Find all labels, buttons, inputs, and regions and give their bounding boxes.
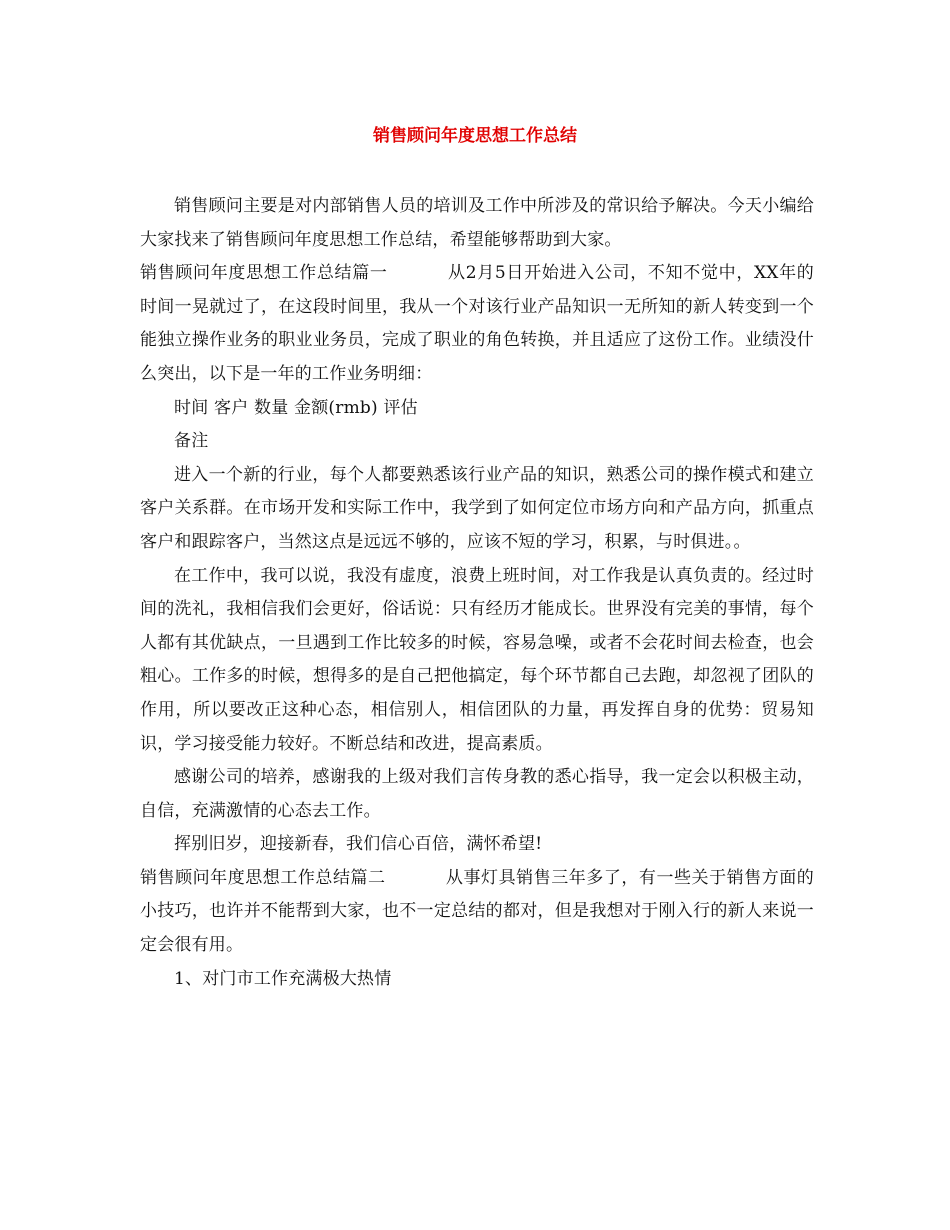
- section-one-paragraph: [140, 257, 814, 391]
- document-body: [140, 190, 814, 996]
- section-one-heading: 销售顾问年度思想工作总结篇一: [140, 263, 388, 284]
- list-item-one: 1、对门市工作充满极大热情: [174, 968, 392, 989]
- section-two-paragraph: [140, 862, 814, 963]
- section-two-heading: 销售顾问年度思想工作总结篇二: [140, 867, 386, 888]
- section-two-text: 从事灯具销售三年多了，有一些关于销售方面的小技巧，也许并不能帮到大家，也不一定总结的都对，但是我想对于刚入行的新人来说一定会很有用。: [140, 867, 814, 956]
- section-one-text: 从2月5日开始进入公司，不知不觉中，XX年的时间一晃就过了，在这段时间里，我从一个对该行业产品知识一无所知的新人转变到一个能独立操作业务的职业业务员，完成了职业的角色转换，并且适应了这份工作。业绩没什么突出，以下是一年的工作业务明细：: [140, 263, 814, 384]
- body-paragraph-thanks: 感谢公司的培养，感谢我的上级对我们言传身教的悉心指导，我一定会以积极主动，自信，充满激情的心态去工作。: [140, 767, 814, 821]
- intro-paragraph: 销售顾问主要是对内部销售人员的培训及工作中所涉及的常识给予解决。今天小编给大家找来了销售顾问年度思想工作总结，希望能够帮助到大家。: [140, 196, 814, 250]
- remarks-line: 备注: [174, 431, 209, 452]
- body-paragraph-work: 在工作中，我可以说，我没有虚度，浪费上班时间，对工作我是认真负责的。经过时间的洗礼，我相信我们会更好，俗话说：只有经历才能成长。世界没有完美的事情，每个人都有其优缺点，一旦遇到工作比较多的时候，容易急噪，或者不会花时间去检查，也会粗心。工作多的时候，想得多的是自己把他搞定，每个环节都自己去跑，却忽视了团队的作用，所以要改正这种心态，相信别人，相信团队的力量，再发挥自身的优势：贸易知识，学习接受能力较好。不断总结和改进，提高素质。: [140, 565, 814, 754]
- body-paragraph-industry: 进入一个新的行业，每个人都要熟悉该行业产品的知识，熟悉公司的操作模式和建立客户关系群。在市场开发和实际工作中，我学到了如何定位市场方向和产品方向，抓重点客户和跟踪客户，当然这点是远远不够的，应该不短的学习，积累，与时俱进。。: [140, 464, 814, 552]
- table-header-line: 时间 客户 数量 金额(rmb) 评估: [174, 397, 418, 418]
- document-title: 销售顾问年度思想工作总结: [373, 126, 577, 146]
- body-paragraph-farewell: 挥别旧岁，迎接新春，我们信心百倍，满怀希望!: [174, 834, 543, 855]
